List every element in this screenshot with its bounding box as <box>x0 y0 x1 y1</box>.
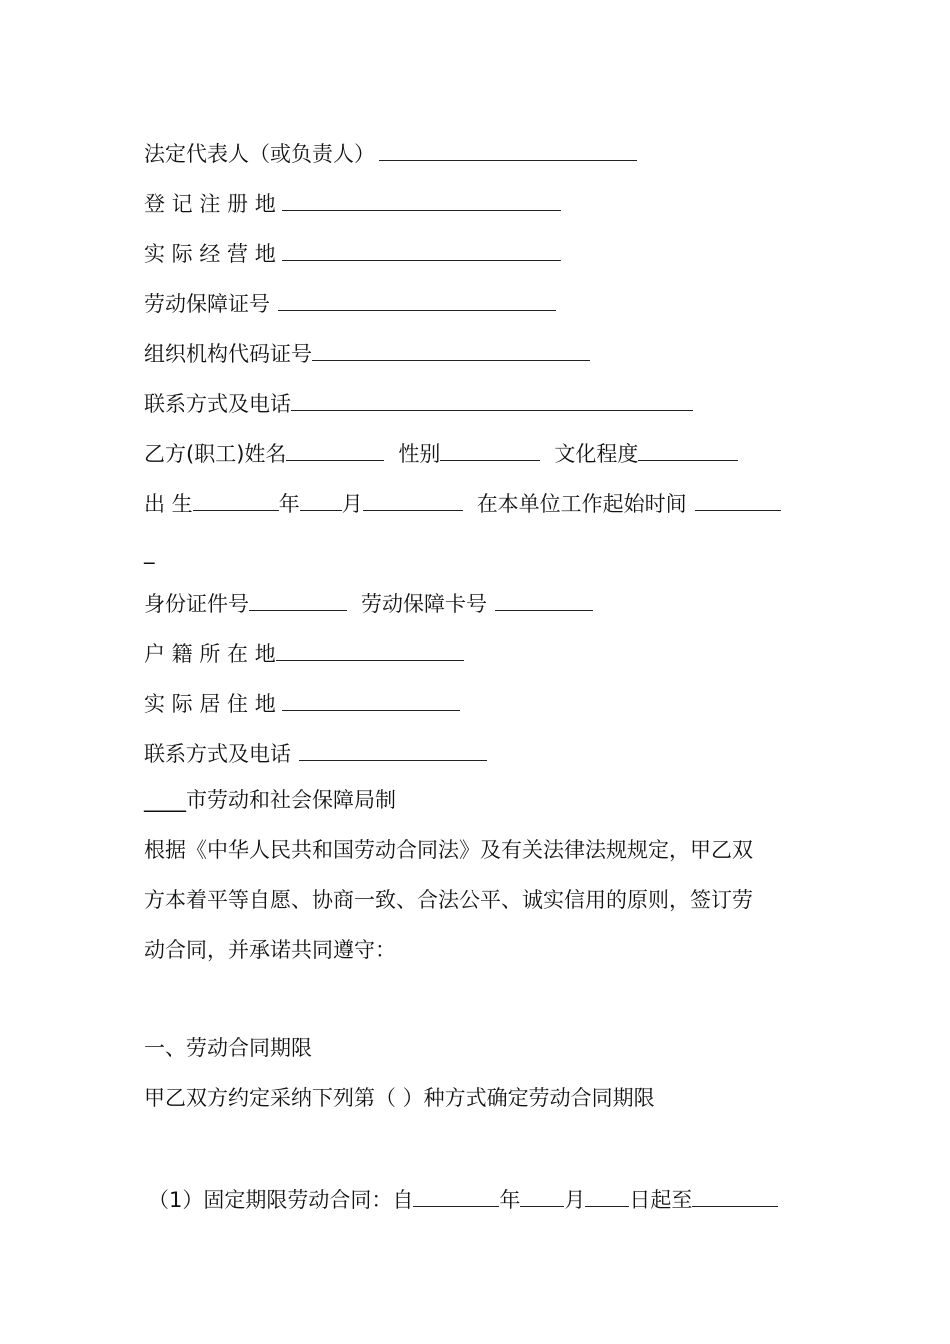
wrap-row <box>144 538 155 566</box>
birth-month-unit: 月 <box>341 492 363 516</box>
op-address-label: 实 际 经 营 地 <box>144 242 276 266</box>
party-b-name-row <box>144 438 738 466</box>
birth-row <box>144 488 781 516</box>
id-label: 身份证件号 <box>144 592 249 616</box>
op-address-row <box>144 238 561 266</box>
section-1-text: 甲乙双方约定采纳下列第（ ）种方式确定劳动合同期限 <box>144 1086 655 1110</box>
issuer-text: 市劳动和社会保障局制 <box>186 788 396 812</box>
residence-label: 实 际 居 住 地 <box>144 692 276 716</box>
issuer-blank: ____ <box>144 788 186 812</box>
start-time-blank[interactable] <box>695 488 781 511</box>
birth-day-blank[interactable] <box>363 488 463 511</box>
birth-label: 出 生 <box>144 492 193 516</box>
gender-label: 性别 <box>398 442 441 466</box>
gender-blank[interactable] <box>440 438 540 461</box>
end-date-blank[interactable] <box>692 1184 778 1207</box>
start-year-blank[interactable] <box>413 1184 499 1207</box>
intro-line-1: 根据《中华人民共和国劳动合同法》及有关法律法规规定，甲乙双 <box>144 838 753 862</box>
education-label: 文化程度 <box>554 442 639 466</box>
reg-address-label: 登 记 注 册 地 <box>144 192 276 216</box>
residence-row <box>144 688 460 716</box>
intro-line-2: 方本着平等自愿、协商一致、合法公平、诚实信用的原则，签订劳 <box>144 888 753 912</box>
org-code-label: 组织机构代码证号 <box>144 342 312 366</box>
section-1-heading: 一、劳动合同期限 <box>144 1036 312 1060</box>
start-day-blank[interactable] <box>585 1184 629 1207</box>
labor-card-blank[interactable] <box>495 588 593 611</box>
org-code-row <box>144 338 590 366</box>
id-blank[interactable] <box>249 588 347 611</box>
contact-blank[interactable] <box>291 388 693 411</box>
labor-card-label: 劳动保障卡号 <box>361 592 487 616</box>
start-month-unit: 月 <box>564 1188 586 1212</box>
hukou-blank[interactable] <box>276 638 464 661</box>
contact-label: 联系方式及电话 <box>144 392 291 416</box>
start-day-to: 日起至 <box>629 1188 693 1212</box>
reg-address-blank[interactable] <box>282 188 561 211</box>
name-blank[interactable] <box>286 438 384 461</box>
labor-cert-blank[interactable] <box>278 288 556 311</box>
hukou-row <box>144 638 464 666</box>
intro-line-3: 动合同，并承诺共同遵守： <box>144 938 396 962</box>
start-year-unit: 年 <box>499 1188 521 1212</box>
labor-cert-row <box>144 288 556 316</box>
reg-address-row <box>144 188 561 216</box>
labor-cert-label: 劳动保障证号 <box>144 292 270 316</box>
birth-year-blank[interactable] <box>193 488 279 511</box>
birth-month-blank[interactable] <box>300 488 342 511</box>
residence-blank[interactable] <box>282 688 460 711</box>
op-address-blank[interactable] <box>282 238 561 261</box>
wrap-underscore: _ <box>144 540 155 564</box>
start-month-blank[interactable] <box>520 1184 564 1207</box>
party-b-contact-label: 联系方式及电话 <box>144 742 291 766</box>
contact-row <box>144 388 693 416</box>
legal-rep-label: 法定代表人（或负责人） <box>144 142 375 166</box>
education-blank[interactable] <box>638 438 738 461</box>
start-time-label: 在本单位工作起始时间 <box>476 492 687 516</box>
party-b-contact-blank[interactable] <box>299 738 487 761</box>
id-row <box>144 588 593 616</box>
party-b-contact-row <box>144 738 487 766</box>
fixed-term-label: （1）固定期限劳动合同：自 <box>148 1188 414 1212</box>
org-code-blank[interactable] <box>312 338 590 361</box>
fixed-term-row <box>148 1184 778 1212</box>
issuer-row <box>144 786 396 814</box>
name-label: 乙方(职工)姓名 <box>144 442 287 466</box>
legal-rep-blank[interactable] <box>379 138 637 161</box>
birth-year-unit: 年 <box>278 492 300 516</box>
legal-rep-row <box>144 138 637 166</box>
hukou-label: 户 籍 所 在 地 <box>144 642 276 666</box>
